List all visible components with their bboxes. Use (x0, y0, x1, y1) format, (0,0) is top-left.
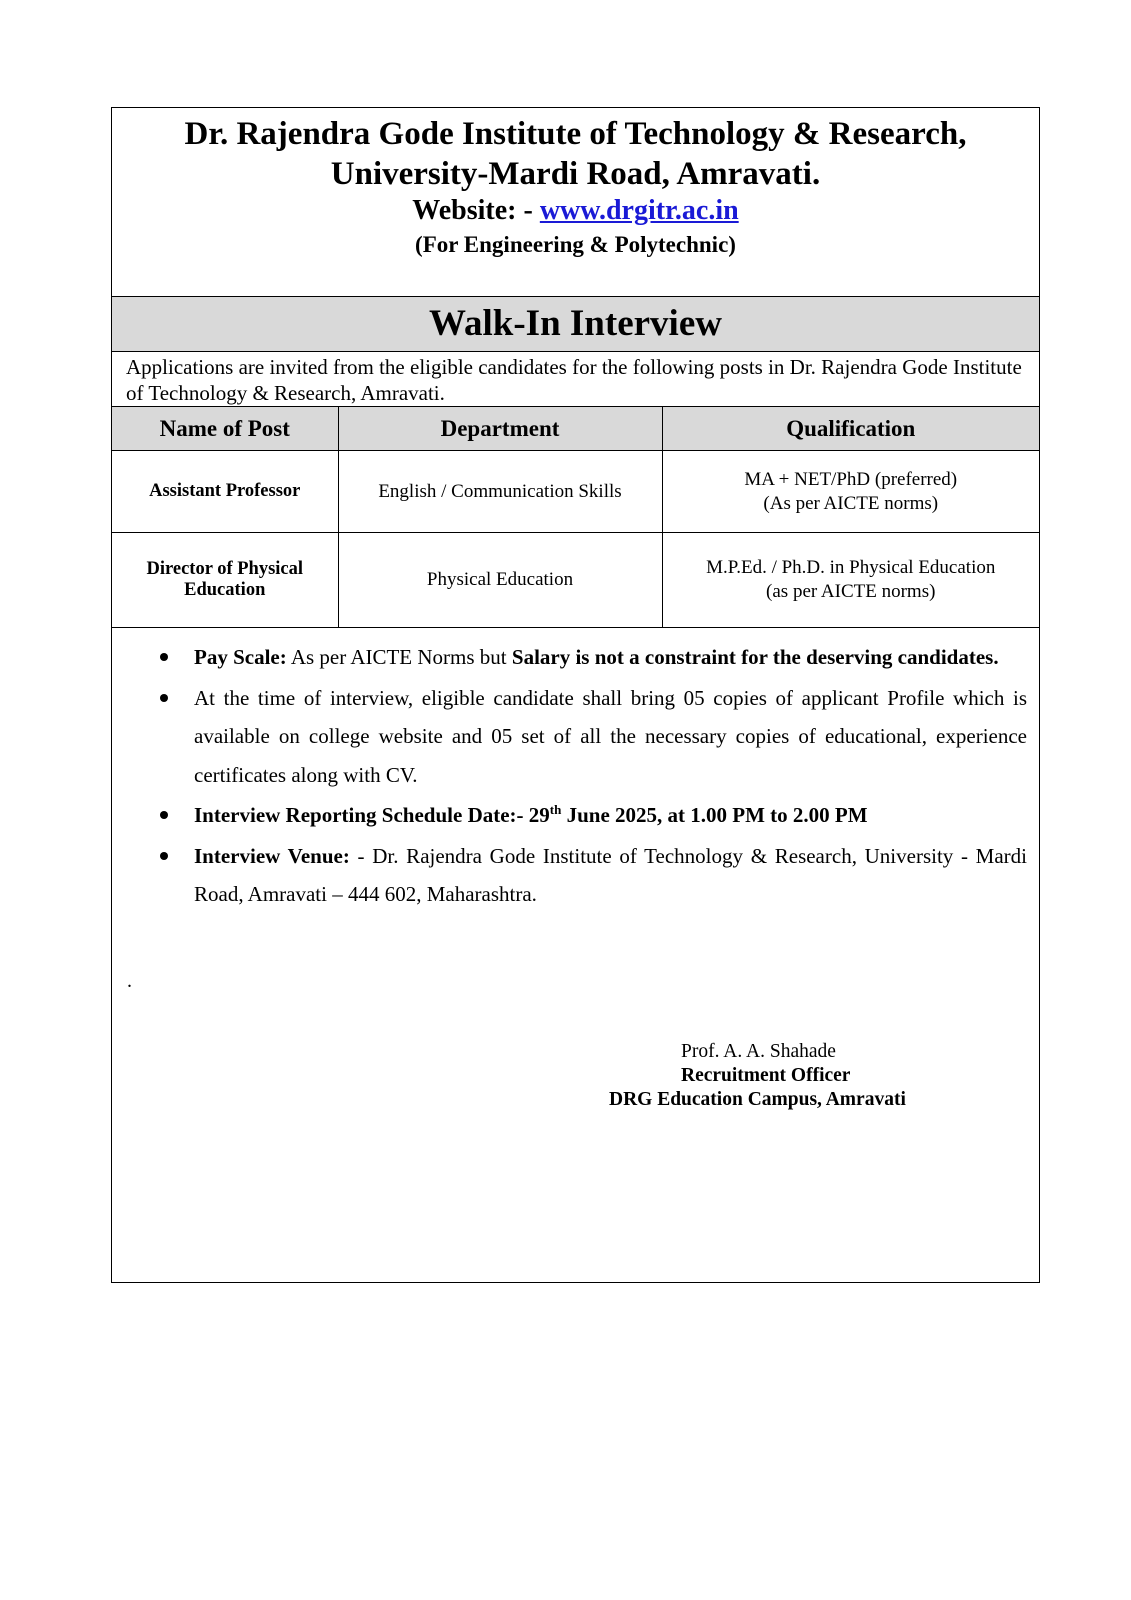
institute-name: Dr. Rajendra Gode Institute of Technology & Research, (184, 116, 967, 152)
copies-text: At the time of interview, eligible candidate shall bring 05 copies of applicant Profile which is available on college website and 05 set of all the necessary copies of educational, experience certificates along with CV. (194, 685, 1027, 787)
qualification-line: M.P.Ed. / Ph.D. in Physical Education (706, 557, 996, 578)
venue-label: Interview Venue: (194, 843, 350, 868)
schedule-time: June 2025, at 1.00 PM to 2.00 PM (561, 803, 868, 827)
qualification-line: MA + NET/PhD (preferred) (744, 468, 958, 490)
intro-paragraph: Applications are invited from the eligible candidates for the following posts in Dr. Rajendra Gode Institute of Technology & Research, Amravati. (126, 355, 1022, 405)
signature-block (609, 1040, 906, 1112)
signatory-role: Recruitment Officer (681, 1065, 851, 1086)
bullet-icon (160, 811, 168, 819)
institute-address: University-Mardi Road, Amravati. (330, 156, 821, 192)
schedule-ordinal: th (549, 802, 562, 817)
pay-scale-text: As per AICTE Norms but (286, 645, 512, 669)
website-label: Website: - (412, 195, 533, 226)
column-header-qualification: Qualification (662, 407, 1039, 451)
post-cell: Director of Physical Education (112, 533, 338, 628)
page-title: Walk-In Interview (112, 296, 1039, 352)
signatory-name: Prof. A. A. Shahade (681, 1041, 836, 1062)
signatory-organization: DRG Education Campus, Amravati (609, 1089, 906, 1110)
column-header-department: Department (338, 407, 662, 451)
department-cell: English / Communication Skills (338, 451, 662, 533)
qualification-note: (As per AICTE norms) (763, 492, 939, 514)
header-subtitle: (For Engineering & Polytechnic) (415, 232, 736, 257)
stray-dot: . (127, 970, 132, 992)
department-cell: Physical Education (338, 533, 662, 628)
list-item-copies (112, 679, 1039, 795)
pay-scale-label: Pay Scale: (194, 645, 287, 669)
qualification-cell (662, 533, 1039, 628)
notes-list (112, 638, 1039, 916)
bullet-icon (160, 852, 168, 860)
column-header-post: Name of Post (112, 407, 338, 451)
posts-table (112, 406, 1039, 628)
notice-frame (111, 107, 1040, 1283)
bullet-icon (160, 694, 168, 702)
table-row (112, 533, 1039, 628)
website-link[interactable]: www.drgitr.ac.in (539, 195, 739, 226)
list-item-schedule (112, 796, 1039, 835)
table-row (112, 451, 1039, 533)
website-line (112, 194, 1039, 228)
schedule-text (194, 803, 868, 827)
pay-scale-emphasis: Salary is not a constraint for the deserving candidates. (511, 645, 999, 669)
qualification-note: (as per AICTE norms) (766, 581, 936, 602)
list-item-venue (112, 837, 1039, 914)
qualification-cell (662, 451, 1039, 533)
table-header-row (112, 407, 1039, 451)
header (112, 108, 1039, 296)
schedule-label: Interview Reporting Schedule Date:- 29 (194, 803, 550, 827)
bullet-icon (160, 653, 168, 661)
venue-text: - Dr. Rajendra Gode Institute of Technology & Research, University - Mardi Road, Amravati – 444 602, Maharashtra. (194, 843, 1027, 906)
post-cell: Assistant Professor (112, 451, 338, 533)
list-item-pay-scale (112, 638, 1039, 677)
